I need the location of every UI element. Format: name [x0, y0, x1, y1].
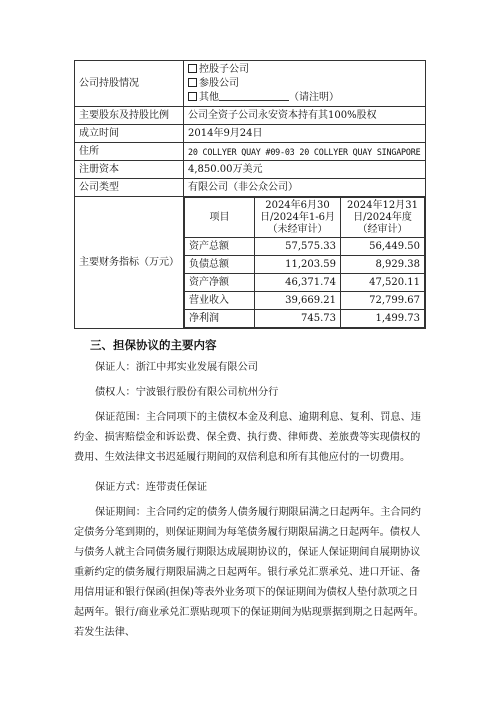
fin-header-item: 项目 [185, 198, 255, 238]
address-row [75, 143, 426, 161]
capital-row [75, 161, 426, 179]
table-row [185, 292, 425, 310]
fin-value-1: 57,575.33 [255, 238, 341, 256]
established-label: 成立时间 [75, 125, 184, 143]
table-row [185, 256, 425, 274]
period-paragraph: 保证期间：主合同约定的债务人债务履行期限届满之日起两年。主合同约定债务分笔到期的，则保证期间为每笔债务履行期限届满之日起两年。债权人与债务人就主合同债务履行期限达成展期协议的，保证人保证期间自展期协议重新约定的债务履行期限届满之日起两年。银行承兑汇票承兑、进口开证、备用信用证和银行保函(担保)等表外业务项下的保证期间为债权人垫付款项之日起两年。银行/商业承兑汇票贴现项下的保证期间为贴现票据到期之日起两年。若发生法律、 [74, 507, 424, 638]
checkbox-other[interactable] [188, 92, 197, 101]
shareholder-value: 公司全资子公司永安资本持有其100%股权 [184, 107, 426, 125]
fin-item: 净利润 [185, 310, 255, 328]
creditor-paragraph: 债权人：宁波银行股份有限公司杭州分行 [95, 387, 279, 398]
shareholding-label: 公司持股情况 [75, 61, 184, 107]
established-value: 2014年9月24日 [184, 125, 426, 143]
checkbox-holding[interactable] [188, 64, 197, 73]
fin-item: 营业收入 [185, 292, 255, 310]
address-value: 20 COLLYER QUAY #09-03 20 COLLYER QUAY SINGAPORE [184, 143, 426, 161]
established-row [75, 125, 426, 143]
company-info-table [74, 60, 426, 329]
fin-value-2: 72,799.67 [341, 292, 425, 310]
fin-value-1: 745.73 [255, 310, 341, 328]
shareholder-label: 主要股东及持股比例 [75, 107, 184, 125]
fin-value-2: 47,520.11 [341, 274, 425, 292]
method-paragraph: 保证方式：连带责任保证 [95, 482, 208, 493]
fin-value-1: 11,203.59 [255, 256, 341, 274]
other-blank-line [219, 91, 289, 101]
table-row [185, 310, 425, 328]
fin-header-period-1: 2024年6月30日/2024年1-6月（未经审计） [255, 198, 341, 238]
option-other: 其他 （请注明） [188, 91, 421, 105]
checkbox-participating[interactable] [188, 78, 197, 87]
capital-value: 4,850.00万美元 [184, 161, 426, 179]
fin-item: 资产总额 [185, 238, 255, 256]
table-row [185, 274, 425, 292]
fin-value-2: 1,499.73 [341, 310, 425, 328]
fin-value-2: 8,929.38 [341, 256, 425, 274]
company-type-row [75, 179, 426, 197]
fin-item: 资产净额 [185, 274, 255, 292]
section-heading: 三、担保协议的主要内容 [90, 338, 217, 352]
fin-value-1: 39,669.21 [255, 292, 341, 310]
guarantor-paragraph: 保证人：浙江中邦实业发展有限公司 [95, 362, 258, 373]
option-participating: 参股公司 [188, 77, 421, 91]
fin-value-1: 46,371.74 [255, 274, 341, 292]
shareholding-options [184, 61, 426, 107]
shareholder-row [75, 107, 426, 125]
option-holding: 控股子公司 [188, 63, 421, 77]
financial-cell [184, 197, 426, 329]
company-type-label: 公司类型 [75, 179, 184, 197]
fin-item: 负债总额 [185, 256, 255, 274]
fin-value-2: 56,449.50 [341, 238, 425, 256]
shareholding-row [75, 61, 426, 107]
table-row [185, 238, 425, 256]
company-type-value: 有限公司（非公众公司） [184, 179, 426, 197]
capital-label: 注册资本 [75, 161, 184, 179]
fin-header-period-2: 2024年12月31日/2024年度（经审计） [341, 198, 425, 238]
address-label: 住所 [75, 143, 184, 161]
financial-header-row [185, 198, 425, 238]
scope-paragraph: 保证范围：主合同项下的主债权本金及利息、逾期利息、复利、罚息、违约金、损害赔偿金和诉讼费、保全费、执行费、律师费、差旅费等实现债权的费用、生效法律文书迟延履行期间的双倍利息和所有其他应付的一切费用。 [74, 412, 421, 463]
financial-row [75, 197, 426, 329]
financial-label: 主要财务指标（万元） [75, 197, 184, 329]
financial-table [184, 197, 425, 328]
